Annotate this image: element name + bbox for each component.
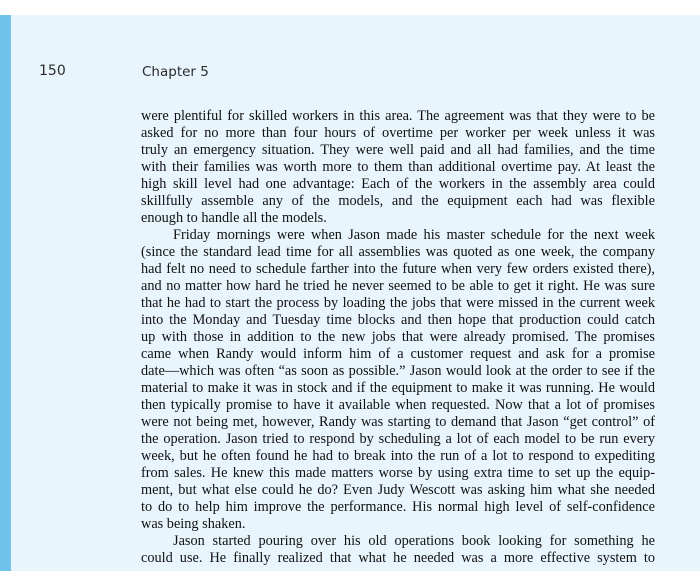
text-line: up with those in addition to the new jobs that were already promised. The promises [141,329,655,345]
paragraph-start-line: Friday mornings were when Jason made his master schedule for the next week [173,227,655,243]
text-line: the operation. Jason tried to respond by scheduling a lot of each model to be run every [141,431,655,447]
book-page [0,15,700,571]
text-line: truly an emergency situation. They were well paid and all had families, and the time [141,142,655,158]
text-line: to do to help him improve the performance. His normal high level of self-confidence [141,499,655,515]
text-line: could use. He finally realized that what he needed was a more effective system to [141,550,655,566]
text-line: into the Monday and Tuesday time blocks and then hope that production could catch [141,312,655,328]
text-line: and no matter how hard he tried he never seemed to be able to get it right. He was sure [141,278,655,294]
text-line: were not being met, however, Randy was starting to demand that Jason “get control” of [141,414,655,430]
text-line: date—which was often “as soon as possible.” Jason would look at the order to see if the [141,363,655,379]
chapter-label: Chapter 5 [142,64,209,80]
paragraph-start-line: Jason started pouring over his old operations book looking for something he [173,533,655,549]
text-line: that he had to start the process by loading the jobs that were missed in the current week [141,295,655,311]
text-line: week, but he often found he had to break into the run of a lot to respond to expediting [141,448,655,464]
text-line: enough to handle all the models. [141,210,327,226]
text-line: ment, but what else could he do? Even Judy Wescott was asking him what she needed [141,482,655,498]
page-edge-stripe [0,15,11,571]
page-number: 150 [39,63,66,79]
body-text [141,108,655,567]
text-line: had felt no need to schedule farther into the future when very few orders existed there), [141,261,655,277]
text-line: with their families was worth more to them than additional overtime pay. At least the [141,159,655,175]
text-line: was being shaken. [141,516,246,532]
text-line: high skill level had one advantage: Each of the workers in the assembly area could [141,176,655,192]
text-line: (since the standard lead time for all assemblies was quoted as one week, the company [141,244,655,260]
text-line: then typically promise to have it available when requested. Now that a lot of promises [141,397,655,413]
text-line: came when Randy would inform him of a customer request and ask for a promise [141,346,655,362]
text-line: skillfully assemble any of the models, and the equipment each had was flexible [141,193,655,209]
text-line: material to make it was in stock and if the equipment to make it was running. He would [141,380,655,396]
text-line: from sales. He knew this made matters worse by using extra time to set up the equip- [141,465,655,481]
text-line: were plentiful for skilled workers in this area. The agreement was that they were to be [141,108,655,124]
text-line: asked for no more than four hours of overtime per worker per week unless it was [141,125,655,141]
